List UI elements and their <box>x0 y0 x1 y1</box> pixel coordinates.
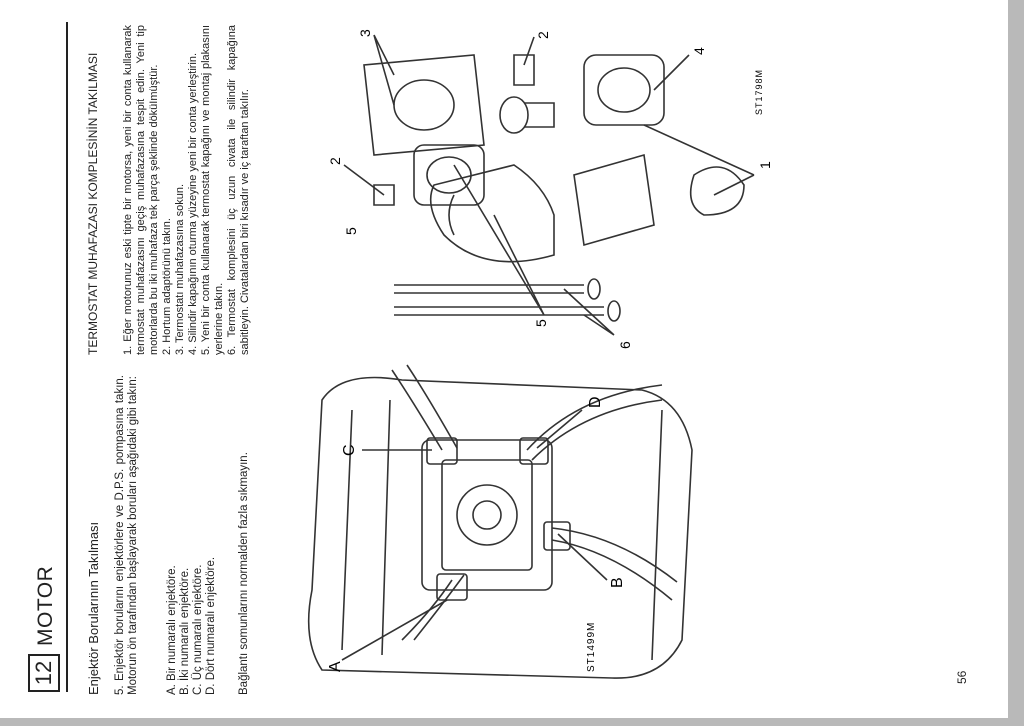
page-number: 56 <box>955 670 969 684</box>
figure-label: A <box>327 661 344 672</box>
figure-label: 1 <box>757 161 773 169</box>
section-number: 12 <box>28 654 60 692</box>
figure-label: 2 <box>535 31 551 39</box>
injector-pipes-illustration <box>282 360 702 700</box>
list-item: B. İki numaralı enjektöre. <box>179 567 191 695</box>
injector-step-5: 5. Enjektör borularını enjektörlere ve D.P.S. pompasına takın. Motorun ön tarafından başlayarak boruları aşağıdaki gibi takın: <box>114 375 139 695</box>
thermostat-housing-illustration <box>284 25 774 355</box>
section-title: MOTOR <box>34 565 57 646</box>
figure-label: 5 <box>533 319 549 327</box>
figure-label: 4 <box>691 47 707 55</box>
injector-note: Bağlantı somunlarını normalden fazla sıkmayın. <box>238 452 250 695</box>
list-item: C. Üç numaralı enjektöre. <box>192 564 204 695</box>
list-item: 6. Termostat komplesini üç uzun civata ile silindir kapağına sabitleyin. Civatalardan biri kısadır ve iç taraftan takılır. <box>226 25 251 355</box>
list-item: 3. Termostatı muhafazasına sokun. <box>174 184 186 355</box>
thermostat-heading: TERMOSTAT MUHAFAZASI KOMPLESİNİN TAKILMASI <box>86 52 100 355</box>
list-item: D. Dört numaralı enjektöre. <box>205 556 217 695</box>
list-item: 4. Silindir kapağının oturma yüzeyine yeni bir conta yerleştirin. <box>187 52 199 355</box>
figure-label: 5 <box>343 227 359 235</box>
thermostat-steps <box>122 25 252 355</box>
figure-label: C <box>341 444 358 456</box>
figure-label: D <box>587 396 604 408</box>
list-item: 1. Eğer motorunuz eski tipte bir motorsa, yeni bir conta kullanarak termostat muhafazasını geçiş muhafazasına tespit edin. Yeni tip motorlarda bu iki muhafaza tek parça şeklinde döküImüştür. <box>122 25 160 355</box>
list-item: 5. Yeni bir conta kullanarak termostat kapağını ve montaj plakasını yerlerine takın. <box>200 25 225 355</box>
list-item: 2. Hortum adaptörünü takın. <box>161 218 173 355</box>
header-rule <box>66 22 68 692</box>
figure-label: 6 <box>617 341 633 349</box>
figure-code: ST1499M <box>586 621 597 672</box>
figure-label: 3 <box>357 29 373 37</box>
figure-label: B <box>609 577 626 588</box>
injector-pipes-heading: Enjektör Borularının Takılması <box>86 521 101 695</box>
list-item: A. Bir numaralı enjektöre. <box>166 565 178 695</box>
injector-list <box>166 375 218 695</box>
figure-code: ST1798M <box>754 68 764 115</box>
figure-label: 2 <box>327 157 343 165</box>
